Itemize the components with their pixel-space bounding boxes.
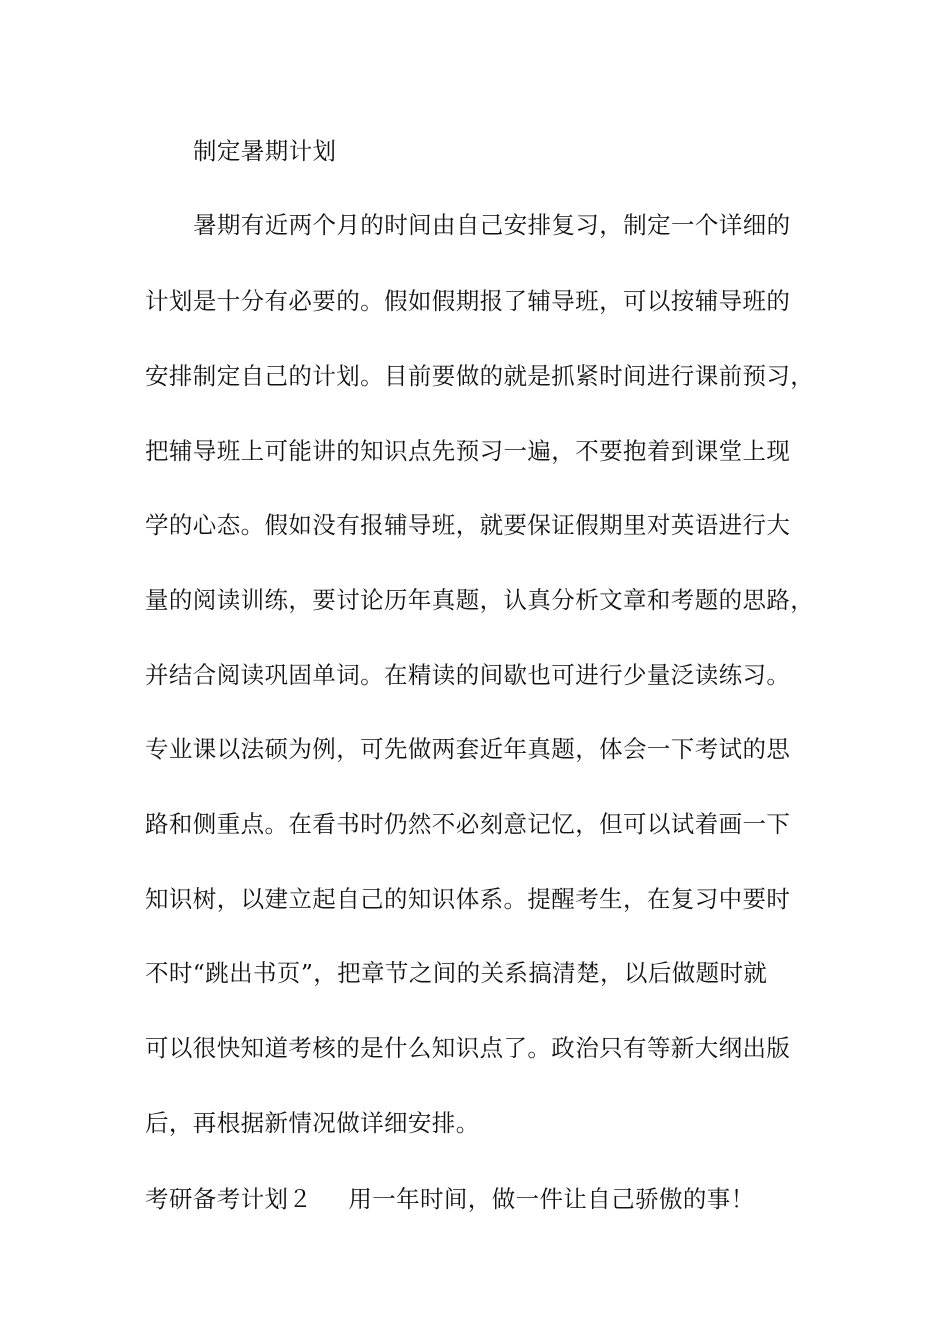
paragraph-line-6: 量的阅读训练，要讨论历年真题，认真分析文章和考题的思路，: [145, 586, 815, 614]
paragraph-line-4: 把辅导班上可能讲的知识点先预习一遍，不要抱着到课堂上现: [145, 437, 791, 465]
next-section-subtitle: 用一年时间，做一件让自己骄傲的事！: [348, 1185, 755, 1213]
next-section-line: [145, 1184, 755, 1214]
paragraph-line-13: 后，再根据新情况做详细安排。: [145, 1109, 480, 1137]
paragraph-line-7: 并结合阅读巩固单词。在精读的间歇也可进行少量泛读练习。: [145, 661, 791, 689]
paragraph-line-11: 不时“跳出书页”，把章节之间的关系搞清楚，以后做题时就: [145, 959, 768, 987]
paragraph-line-9: 路和侧重点。在看书时仍然不必刻意记忆，但可以试着画一下: [145, 810, 791, 838]
paragraph-line-12: 可以很快知道考核的是什么知识点了。政治只有等新大纲出版: [145, 1034, 791, 1062]
paragraph-line-2: 计划是十分有必要的。假如假期报了辅导班，可以按辅导班的: [145, 287, 791, 315]
paragraph-line-10: 知识树，以建立起自己的知识体系。提醒考生，在复习中要时: [145, 885, 791, 913]
paragraph-line-5: 学的心态。假如没有报辅导班，就要保证假期里对英语进行大: [145, 511, 791, 539]
paragraph-line-8: 专业课以法硕为例，可先做两套近年真题，体会一下考试的思: [145, 735, 791, 763]
paragraph-line-1: 暑期有近两个月的时间由自己安排复习，制定一个详细的: [193, 211, 791, 239]
section-heading: 制定暑期计划: [193, 137, 337, 165]
paragraph-line-3: 安排制定自己的计划。目前要做的就是抓紧时间进行课前预习，: [145, 362, 815, 390]
next-section-title: 考研备考计划２: [145, 1185, 313, 1213]
